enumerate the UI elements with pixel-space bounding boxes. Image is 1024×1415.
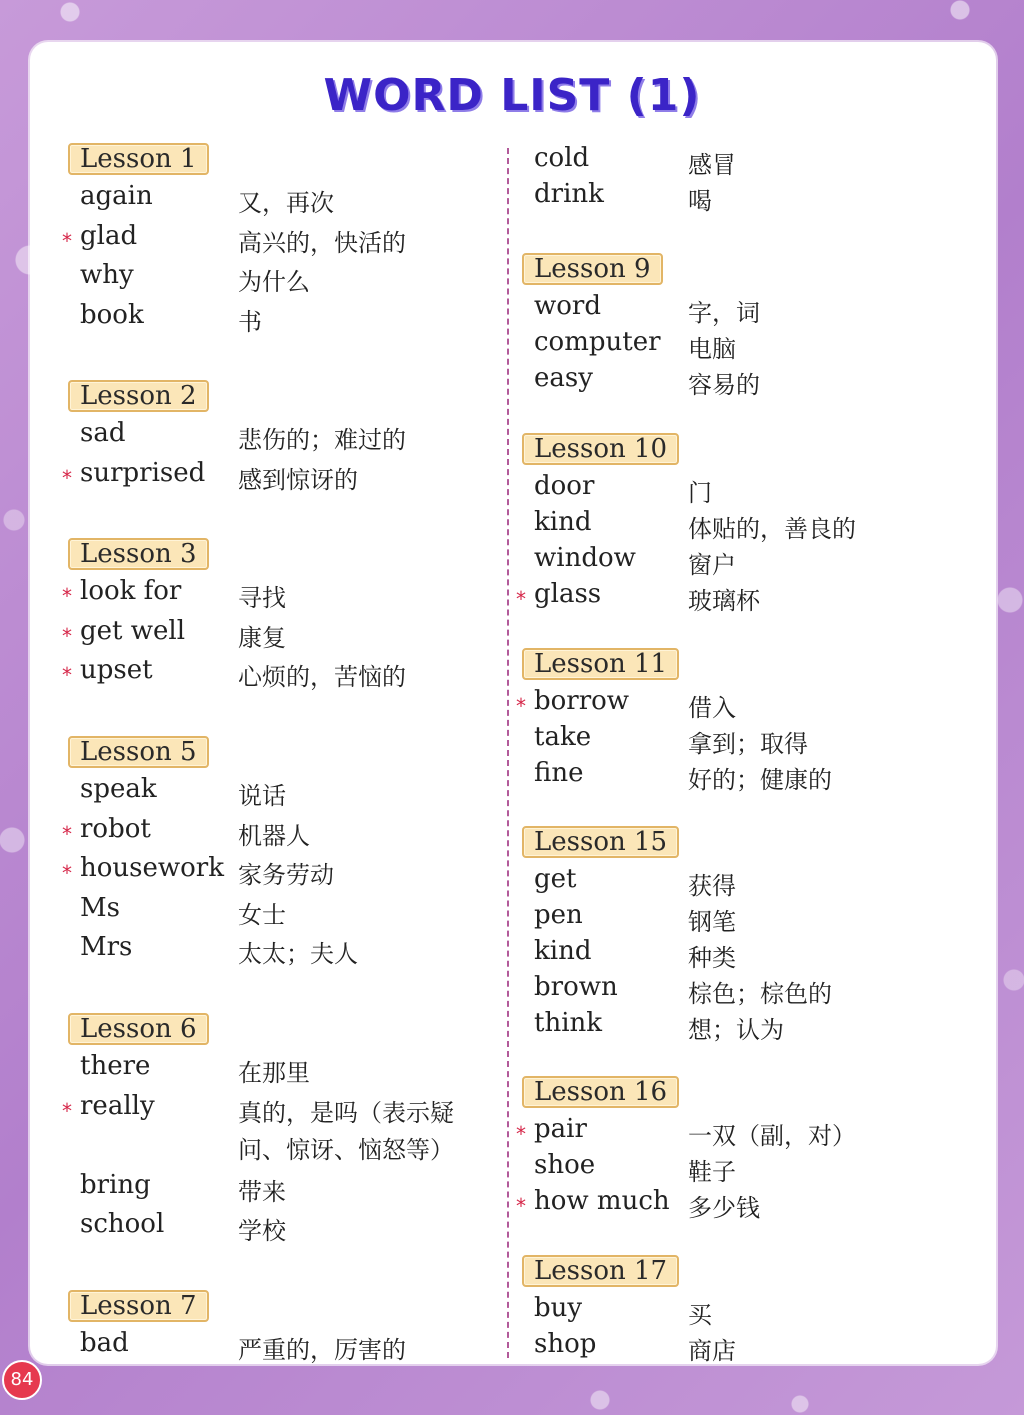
chinese-meaning: 女士	[238, 900, 286, 929]
chinese-meaning: 心烦的，苦恼的	[238, 663, 406, 691]
chinese-meaning: 高兴的，快活的	[238, 228, 406, 257]
chinese-meaning: 窗户	[688, 551, 736, 579]
vocab-entry	[516, 1293, 956, 1327]
vocab-entry	[62, 893, 502, 927]
english-word: book	[80, 299, 144, 330]
chinese-meaning: 真的，是吗（表示疑	[238, 1098, 454, 1127]
english-word: housework	[80, 853, 224, 883]
vocab-entry	[516, 1150, 956, 1184]
chinese-meaning: 又，再次	[238, 189, 334, 217]
chinese-meaning: 感冒	[688, 151, 736, 179]
column-divider	[507, 148, 509, 1358]
key-word-star-icon: *	[516, 1122, 526, 1146]
chinese-meaning: 想；认为	[688, 1016, 784, 1044]
vocab-entry	[516, 758, 956, 792]
english-word: easy	[534, 363, 593, 393]
english-word: glad	[80, 220, 138, 251]
lesson-heading: Lesson 16	[522, 1076, 679, 1108]
chinese-meaning: 电脑	[688, 335, 736, 363]
english-word: pen	[534, 900, 583, 930]
vocab-entry	[516, 143, 956, 177]
vocab-entry	[516, 1008, 956, 1042]
vocab-entry	[516, 363, 956, 397]
vocab-entry	[516, 1114, 956, 1148]
key-word-star-icon: *	[62, 584, 72, 608]
chinese-meaning: 借入	[688, 694, 736, 722]
lesson-heading: Lesson 7	[68, 1290, 209, 1322]
english-word: there	[80, 1051, 151, 1081]
chinese-meaning: 说话	[238, 782, 286, 810]
key-word-star-icon: *	[62, 623, 72, 648]
english-word: Ms	[80, 892, 120, 923]
english-word: really	[80, 1090, 155, 1121]
chinese-meaning: 严重的，厉害的	[238, 1336, 406, 1364]
english-word: sad	[80, 418, 126, 448]
english-word: get well	[80, 615, 186, 646]
chinese-meaning: 门	[688, 479, 712, 507]
chinese-meaning: 寻找	[238, 584, 286, 612]
english-word: again	[80, 181, 153, 211]
vocab-entry	[62, 774, 502, 808]
chinese-meaning: 在那里	[238, 1059, 310, 1087]
vocab-entry	[62, 616, 502, 650]
vocab-entry	[62, 418, 502, 452]
chinese-meaning: 康复	[238, 623, 286, 652]
chinese-meaning: 棕色；棕色的	[688, 980, 832, 1008]
page-number: 84	[2, 1360, 42, 1400]
chinese-meaning: 鞋子	[688, 1158, 736, 1186]
english-word: pair	[534, 1114, 587, 1144]
lesson-heading: Lesson 2	[68, 380, 209, 412]
key-word-star-icon: *	[516, 694, 526, 718]
vocab-entry-continuation	[62, 1130, 502, 1164]
chinese-meaning: 玻璃杯	[688, 587, 760, 615]
english-word: surprised	[80, 457, 206, 488]
english-word: fine	[534, 758, 584, 788]
chinese-meaning: 获得	[688, 872, 736, 900]
vocab-entry	[516, 579, 956, 613]
vocab-entry	[62, 576, 502, 610]
vocab-entry	[62, 1209, 502, 1243]
key-word-star-icon: *	[62, 663, 72, 687]
vocab-entry	[62, 655, 502, 689]
key-word-star-icon: *	[62, 1098, 72, 1123]
key-word-star-icon: *	[62, 465, 72, 490]
key-word-star-icon: *	[62, 861, 72, 885]
english-word: Mrs	[80, 932, 133, 962]
chinese-meaning: 一双（副，对）	[688, 1122, 856, 1150]
lesson-heading: Lesson 17	[522, 1255, 679, 1287]
vocab-entry	[516, 543, 956, 577]
lesson-heading: Lesson 10	[522, 433, 679, 465]
chinese-meaning: 为什么	[238, 268, 310, 296]
chinese-meaning: 字，词	[688, 299, 760, 327]
lesson-heading: Lesson 9	[522, 253, 663, 285]
english-word: shop	[534, 1329, 597, 1359]
vocab-entry	[516, 291, 956, 325]
english-word: bad	[80, 1328, 129, 1358]
english-word: window	[534, 543, 636, 573]
english-word: kind	[534, 936, 592, 966]
key-word-star-icon: *	[516, 587, 526, 611]
vocab-entry	[62, 932, 502, 966]
page-title: WORD LIST (1)	[323, 70, 701, 121]
english-word: bring	[80, 1169, 151, 1200]
vocab-entry	[62, 221, 502, 255]
chinese-meaning: 带来	[238, 1177, 286, 1206]
vocab-entry	[62, 1091, 502, 1125]
chinese-meaning: 悲伤的；难过的	[238, 426, 406, 454]
english-word: school	[80, 1209, 165, 1239]
vocab-entry	[62, 814, 502, 848]
vocab-entry	[62, 1328, 502, 1362]
english-word: borrow	[534, 686, 630, 716]
chinese-meaning: 喝	[688, 187, 712, 215]
key-word-star-icon: *	[516, 1194, 526, 1218]
chinese-meaning: 好的；健康的	[688, 766, 832, 794]
vocab-entry	[516, 900, 956, 934]
vocab-entry	[62, 260, 502, 294]
chinese-meaning: 多少钱	[688, 1194, 760, 1222]
chinese-meaning: 机器人	[238, 821, 310, 850]
english-word: glass	[534, 579, 602, 609]
english-word: brown	[534, 972, 618, 1002]
vocab-entry	[62, 458, 502, 492]
english-word: upset	[80, 655, 153, 685]
vocab-entry	[516, 1186, 956, 1220]
chinese-meaning: 种类	[688, 944, 736, 972]
lesson-heading: Lesson 6	[68, 1013, 209, 1045]
chinese-meaning: 学校	[238, 1217, 286, 1245]
vocab-entry	[62, 1170, 502, 1204]
vocab-entry	[516, 471, 956, 505]
lesson-heading: Lesson 11	[522, 648, 679, 680]
chinese-meaning-continued: 问、惊讶、恼怒等）	[238, 1136, 454, 1164]
chinese-meaning: 感到惊讶的	[238, 465, 358, 494]
vocab-entry	[516, 327, 956, 361]
vocab-entry	[62, 1051, 502, 1085]
vocab-entry	[516, 972, 956, 1006]
english-word: get	[534, 864, 577, 894]
lesson-heading: Lesson 1	[68, 143, 209, 175]
vocab-entry	[516, 864, 956, 898]
vocab-entry	[516, 722, 956, 756]
english-word: speak	[80, 774, 157, 804]
chinese-meaning: 商店	[688, 1337, 736, 1365]
english-word: take	[534, 722, 592, 752]
chinese-meaning: 体贴的，善良的	[688, 515, 856, 543]
vocab-entry	[516, 1329, 956, 1363]
english-word: robot	[80, 813, 151, 844]
chinese-meaning: 书	[238, 307, 262, 336]
lesson-heading: Lesson 15	[522, 826, 679, 858]
lesson-heading: Lesson 5	[68, 736, 209, 768]
chinese-meaning: 买	[688, 1301, 712, 1329]
english-word: word	[534, 291, 601, 321]
english-word: think	[534, 1008, 603, 1038]
key-word-star-icon: *	[62, 821, 72, 846]
vocab-entry	[62, 853, 502, 887]
lesson-heading: Lesson 3	[68, 538, 209, 570]
english-word: kind	[534, 507, 592, 537]
chinese-meaning: 家务劳动	[238, 861, 334, 889]
english-word: buy	[534, 1293, 583, 1323]
english-word: door	[534, 471, 595, 501]
english-word: cold	[534, 143, 590, 173]
vocab-entry	[62, 300, 502, 334]
key-word-star-icon: *	[62, 228, 72, 253]
vocab-entry	[62, 181, 502, 215]
vocab-entry	[516, 936, 956, 970]
english-word: why	[80, 260, 134, 290]
chinese-meaning: 太太；夫人	[238, 940, 358, 968]
english-word: how much	[534, 1186, 670, 1216]
vocab-entry	[516, 686, 956, 720]
english-word: drink	[534, 179, 604, 209]
english-word: look for	[80, 576, 182, 606]
vocab-entry	[516, 507, 956, 541]
vocab-entry	[516, 179, 956, 213]
chinese-meaning: 容易的	[688, 371, 760, 399]
english-word: shoe	[534, 1150, 596, 1180]
chinese-meaning: 钢笔	[688, 908, 736, 936]
chinese-meaning: 拿到；取得	[688, 730, 808, 758]
english-word: computer	[534, 327, 661, 357]
